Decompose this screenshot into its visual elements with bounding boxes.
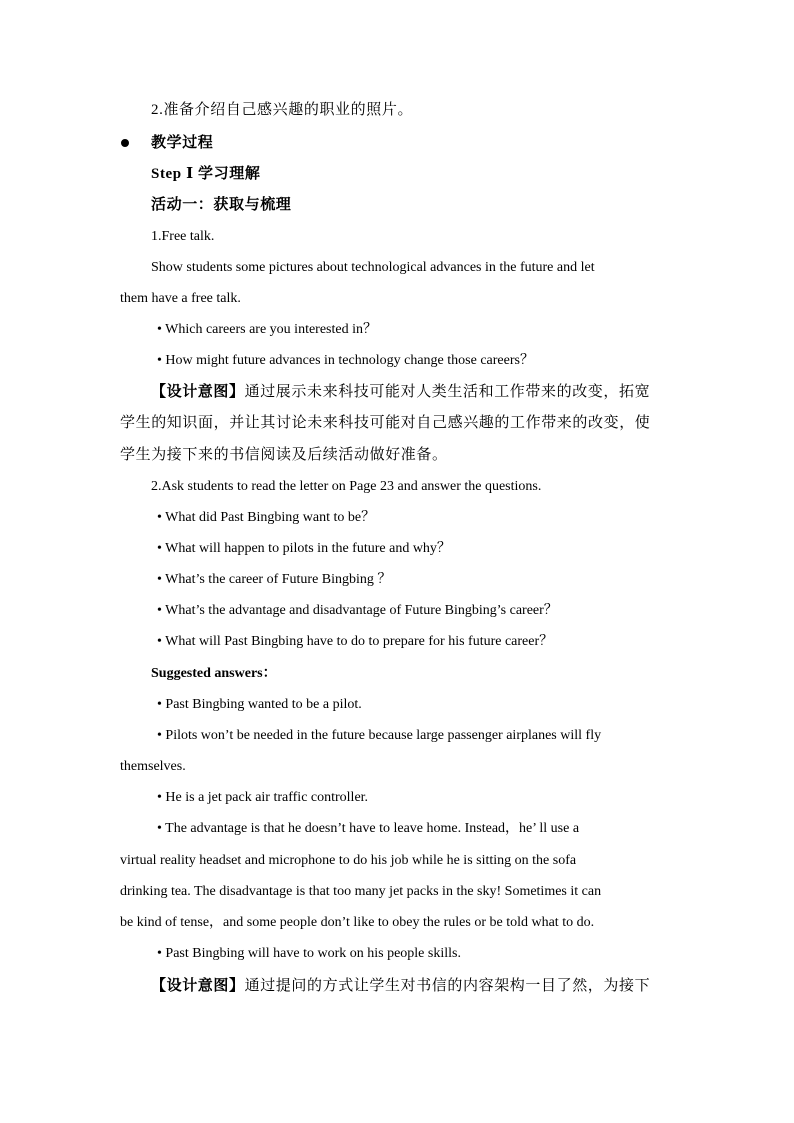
activity-heading: 活动一：获取与梳理	[151, 197, 292, 213]
design-intent-line	[151, 382, 711, 402]
step-heading: Step Ⅰ 学习理解	[151, 166, 261, 182]
design-intent-line	[151, 976, 711, 996]
question-item: • How might future advances in technology change those careers？	[157, 353, 534, 368]
design-intent-text: 通过展示未来科技可能对人类生活和工作带来的改变，拓宽	[244, 384, 651, 400]
answer-item: • The advantage is that he doesn’t have to leave home. Instead，he’ ll use a	[157, 821, 580, 836]
filled-circle-bullet-icon	[121, 139, 129, 147]
paragraph-line: Show students some pictures about technological advances in the future and let	[151, 260, 595, 275]
section-heading-teaching-process: 教学过程	[151, 135, 214, 151]
question-item: • What will happen to pilots in the future and why？	[157, 541, 451, 556]
answer-continuation: virtual reality headset and microphone to do his job while he is sitting on the sofa	[120, 853, 577, 868]
answer-item: • Past Bingbing will have to work on his people skills.	[157, 946, 461, 961]
answer-item: • He is a jet pack air traffic controller.	[157, 790, 369, 805]
paragraph-line: 学生的知识面，并让其讨论未来科技可能对自己感兴趣的工作带来的改变，使	[120, 415, 651, 431]
design-intent-text: 通过提问的方式让学生对书信的内容架构一目了然，为接下	[244, 978, 651, 994]
answer-item: • Past Bingbing wanted to be a pilot.	[157, 697, 362, 712]
paragraph-line: 学生为接下来的书信阅读及后续活动做好准备。	[120, 447, 448, 463]
question-item: • What’s the advantage and disadvantage of Future Bingbing’s career？	[157, 603, 558, 618]
suggested-answers-heading: Suggested answers：	[151, 666, 277, 681]
prep-item-2: 2.准备介绍自己感兴趣的职业的照片。	[151, 102, 414, 118]
answer-item: • Pilots won’t be needed in the future because large passenger airplanes will fly	[157, 728, 602, 743]
answer-continuation: drinking tea. The disadvantage is that too many jet packs in the sky! Sometimes it can	[120, 884, 602, 899]
item-ask-students: 2.Ask students to read the letter on Page 23 and answer the questions.	[151, 479, 542, 494]
question-item: • Which careers are you interested in？	[157, 322, 377, 337]
question-item: • What will Past Bingbing have to do to prepare for his future career？	[157, 634, 554, 649]
paragraph-line: them have a free talk.	[120, 291, 241, 306]
design-intent-label: 【设计意图】	[151, 384, 245, 400]
item-free-talk: 1.Free talk.	[151, 229, 215, 244]
answer-continuation: themselves.	[120, 759, 186, 774]
question-item: • What’s the career of Future Bingbing ？	[157, 572, 392, 587]
question-item: • What did Past Bingbing want to be？	[157, 510, 376, 525]
design-intent-label: 【设计意图】	[151, 978, 245, 994]
answer-continuation: be kind of tense，and some people don’t like to obey the rules or be told what to do.	[120, 915, 595, 930]
